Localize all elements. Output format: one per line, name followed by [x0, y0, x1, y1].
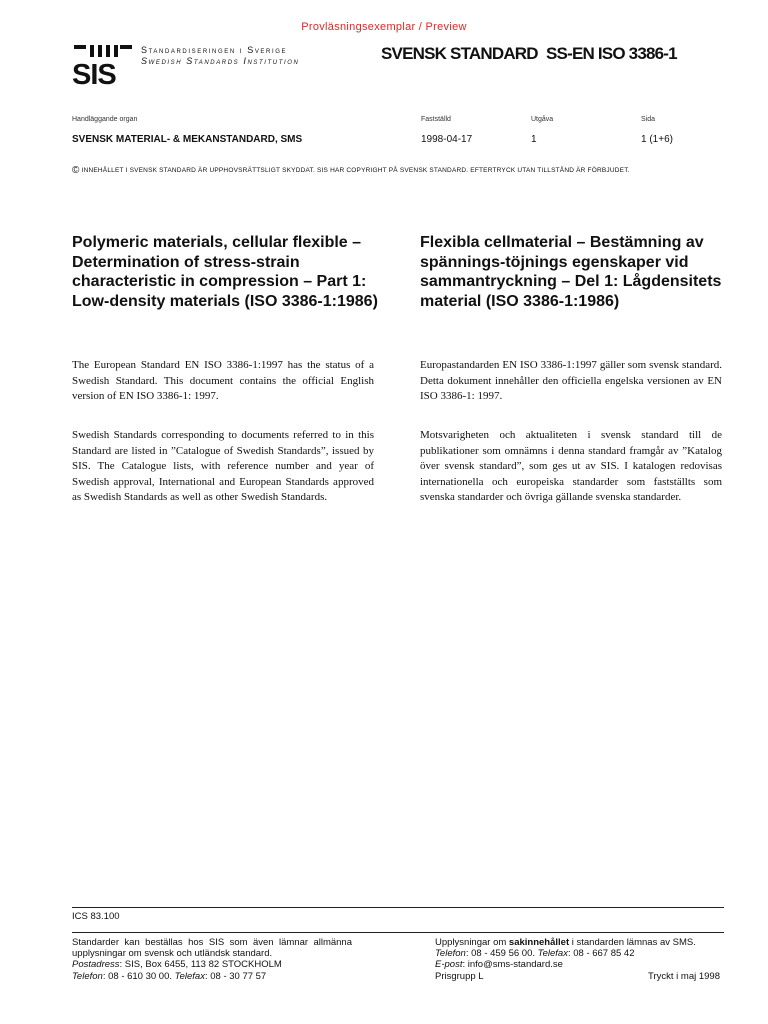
sms-email: E-post: info@sms-standard.se: [435, 959, 563, 971]
body-swedish-paragraph: Motsvarigheten och aktualiteten i svensk standard till de publikationer som omnämns i denna standard framgår av ”Katalog över svensk standard”, som ges ut av SIS. I katalogen redovisas internationella och europeiska standarder som fastställts som svenska standarder och övriga gällande svenska standarder.: [420, 429, 722, 503]
body-swedish-paragraph: Europastandarden EN ISO 3386-1:1997 gäller som svensk standard. Detta dokument innehåller den officiella engelska versionen av EN ISO 3386-1: 1997.: [420, 359, 722, 402]
footer-divider: [72, 907, 724, 908]
handler-label: Handläggande organ: [72, 116, 138, 123]
copyright-notice: [72, 164, 630, 175]
price-row: [435, 971, 720, 982]
copyright-text: INNEHÅLLET I SVENSK STANDARD ÄR UPPHOVSRÄTTSLIGT SKYDDAT. SIS HAR COPYRIGHT PÅ SVENSK STANDARD. EFTERTRYCK UTAN TILLSTÅND ÄR FÖRBJUDET.: [81, 167, 630, 174]
edition-label: Utgåva: [531, 116, 554, 123]
title-english: Polymeric materials, cellular flexible – Determination of stress-strain characteristic in compression – Part 1: Low-density materials (ISO 3386-1:1986): [72, 234, 378, 310]
page-label: Sida: [641, 116, 656, 123]
ics-code: ICS 83.100: [72, 911, 120, 922]
document-number: SS-EN ISO 3386-1: [546, 44, 677, 63]
sms-info: Upplysningar om sakinnehållet i standarden lämnas av SMS.: [435, 937, 696, 948]
order-info: Standarder kan beställas hos SIS som även lämnar allmänna upplysningar om svensk och utländsk standard.: [72, 937, 352, 960]
sis-contact-block: [72, 937, 352, 982]
body-english-paragraph: Swedish Standards corresponding to documents referred to in this Standard are listed in ”Catalogue of Swedish Standards”, issued by SIS. The Catalogue lists, with reference number and year of Swedish approval, International and European Standards approved as Swedish Standards as well as other Swedish Standards.: [72, 429, 374, 503]
established-label: Fastställd: [421, 116, 451, 123]
edition-value: 1: [531, 134, 537, 145]
sis-logo: [72, 44, 134, 86]
handler-value: SVENSK MATERIAL- & MEKANSTANDARD, SMS: [72, 134, 303, 145]
sis-phone-fax: Telefon: 08 - 610 30 00. Telefax: 08 - 30 77 57: [72, 970, 267, 982]
footer-divider: [72, 932, 724, 933]
sms-phone-fax: Telefon: 08 - 459 56 00. Telefax: 08 - 667 85 42: [435, 948, 635, 960]
sms-contact-block: [435, 937, 720, 982]
price-group: Prisgrupp L: [435, 970, 484, 982]
established-value: 1998-04-17: [421, 134, 473, 145]
body-english-paragraph: The European Standard EN ISO 3386-1:1997 has the status of a Swedish Standard. This document contains the official English version of EN ISO 3386-1: 1997.: [72, 359, 374, 402]
org-name-english: Swedish Standards Institution: [141, 56, 300, 66]
print-date: Tryckt i maj 1998: [648, 970, 720, 982]
page-value: 1 (1+6): [641, 134, 673, 145]
document-type: SVENSK STANDARD: [381, 44, 538, 63]
sis-postal-address: Postadress: SIS, Box 6455, 113 82 STOCKHOLM: [72, 959, 282, 971]
preview-banner: Provläsningsexemplar / Preview: [301, 21, 467, 33]
title-swedish: Flexibla cellmaterial – Bestämning av spännings-töjnings egenskaper vid sammantryckning – Del 1: Lågdensitets material (ISO 3386-1:1986): [420, 234, 722, 310]
copyright-icon: ©: [72, 165, 80, 176]
logo-text: SIS: [72, 59, 116, 86]
org-name-swedish: Standardiseringen i Sverige: [141, 45, 288, 55]
